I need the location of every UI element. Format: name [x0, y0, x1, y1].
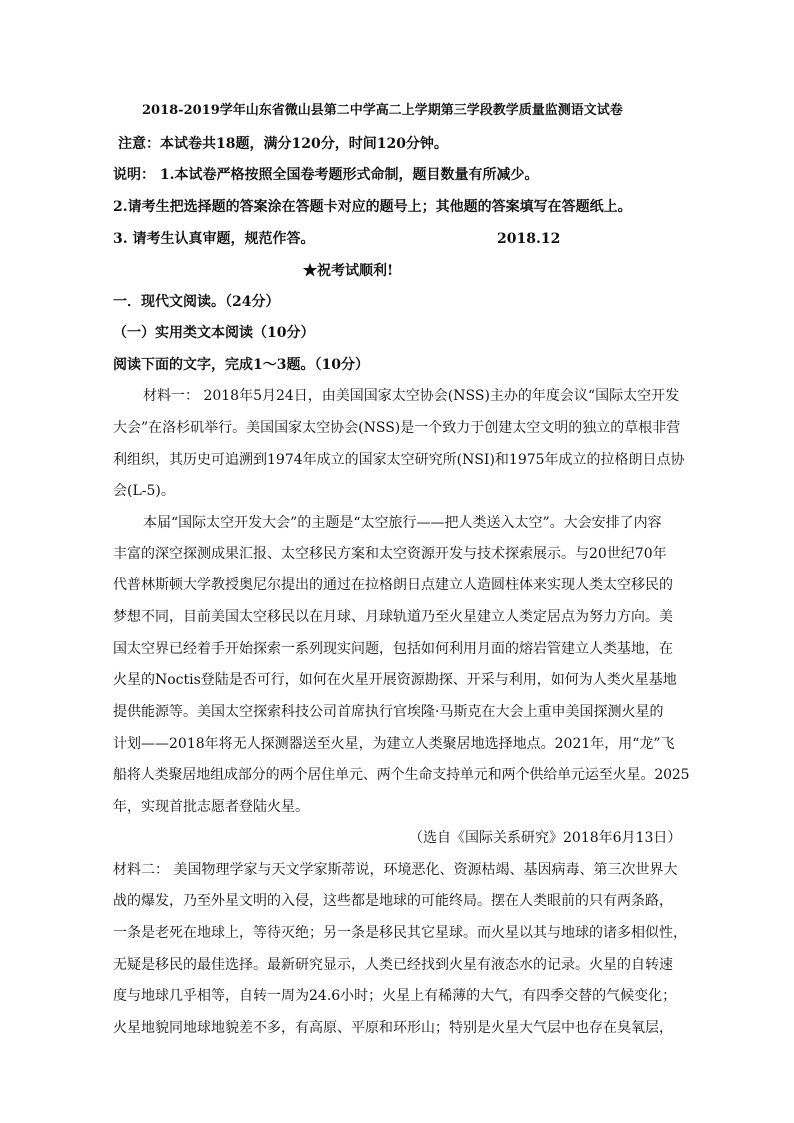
paragraph-two-line: 丰富的深空探测成果汇报、太空移民方案和太空资源开发与技术探索展示。与20世纪70年 — [113, 546, 667, 562]
material-two-line: 材料二： 美国物理学家与天文学家斯蒂说，环境恶化、资源枯竭、基因病毒、第三次世界大 — [113, 862, 678, 878]
source-citation: （选自《国际关系研究》2018年6月13日） — [409, 830, 682, 846]
material-one-line: 大会”在洛杉矶举行。美国国家太空协会(NSS)是一个致力于创建太空文明的独立的草根非营 — [113, 420, 681, 436]
paragraph-two-line: 代普林斯顿大学教授奥尼尔提出的通过在拉格朗日点建立人造圆柱体来实现人类太空移民的 — [113, 577, 673, 593]
part-one-title: 一．现代文阅读。（24分） — [113, 294, 280, 310]
reading-instruction: 阅读下面的文字，完成1～3题。（10分） — [113, 357, 369, 373]
paragraph-two-line: 国太空界已经着手开始探索一系列现实问题，包括如何利用月面的熔岩管建立人类基地，在 — [113, 641, 673, 657]
material-two-line: 无疑是移民的最佳选择。最新研究显示，人类已经找到火星有液态水的记录。火星的自转速 — [113, 957, 673, 973]
paragraph-two-line: 本届“国际太空开发大会”的主题是“太空旅行——把人类送入太空”。大会安排了内容 — [143, 515, 662, 531]
wish-line: ★祝考试顺利! — [303, 263, 394, 279]
material-one-line: 会(L-5)。 — [113, 483, 175, 499]
paragraph-two-line: 年，实现首批志愿者登陆火星。 — [113, 799, 309, 815]
paragraph-two-line: 火星的Noctis登陆是否可行，如何在火星开展资源勘探、开采与利用，如何为人类火星基地 — [113, 672, 677, 688]
explain-line-2: 2.请考生把选择题的答案涂在答题卡对应的题号上；其他题的答案填写在答题纸上。 — [113, 199, 632, 215]
paragraph-two-line: 计划——2018年将无人探测器送至火星，为建立人类聚居地选择地点。2021年，用“龙”飞 — [113, 736, 675, 752]
paragraph-two-line: 梦想不同，目前美国太空移民以在月球、月球轨道乃至火星建立人类定居点为努力方向。美 — [113, 609, 673, 625]
explain-line-3: 3. 请考生认真审题，规范作答。 — [113, 231, 315, 247]
paragraph-two-line: 船将人类聚居地组成部分的两个居住单元、两个生命支持单元和两个供给单元运至火星。2025 — [113, 767, 690, 783]
material-one-line: 利组织，其历史可追溯到1974年成立的国家太空研究所(NSI)和1975年成立的拉格朗日点协 — [113, 452, 685, 468]
material-one-line: 材料一： 2018年5月24日，由美国国家太空协会(NSS)主办的年度会议“国际太空开发 — [143, 388, 680, 404]
material-two-line: 火星地貌同地球地貌差不多，有高原、平原和环形山；特别是火星大气层中也存在臭氧层， — [113, 1020, 673, 1036]
material-two-line: 战的爆发，乃至外星文明的入侵，这些都是地球的可能终局。摆在人类眼前的只有两条路， — [113, 893, 673, 909]
material-two-line: 度与地球几乎相等，自转一周为24.6小时；火星上有稀薄的大气，有四季交替的气候变化； — [113, 988, 677, 1004]
paragraph-two-line: 提供能源等。美国太空探索科技公司首席执行官埃隆·马斯克在大会上重申美国探测火星的 — [113, 704, 664, 720]
exam-date: 2018.12 — [497, 231, 561, 247]
notice-line: 注意：本试卷共18题，满分120分，时间120分钟。 — [118, 136, 448, 152]
exam-title: 2018-2019学年山东省微山县第二中学高二上学期第三学段教学质量监测语文试卷 — [142, 103, 623, 118]
sub-section-title: （一）实用类文本阅读（10分） — [113, 325, 315, 341]
explain-line-1: 说明： 1.本试卷严格按照全国卷考题形式命制，题目数量有所减少。 — [113, 167, 539, 183]
material-two-line: 一条是老死在地球上，等待灭绝；另一条是移民其它星球。而火星以其与地球的诸多相似性， — [113, 925, 687, 941]
